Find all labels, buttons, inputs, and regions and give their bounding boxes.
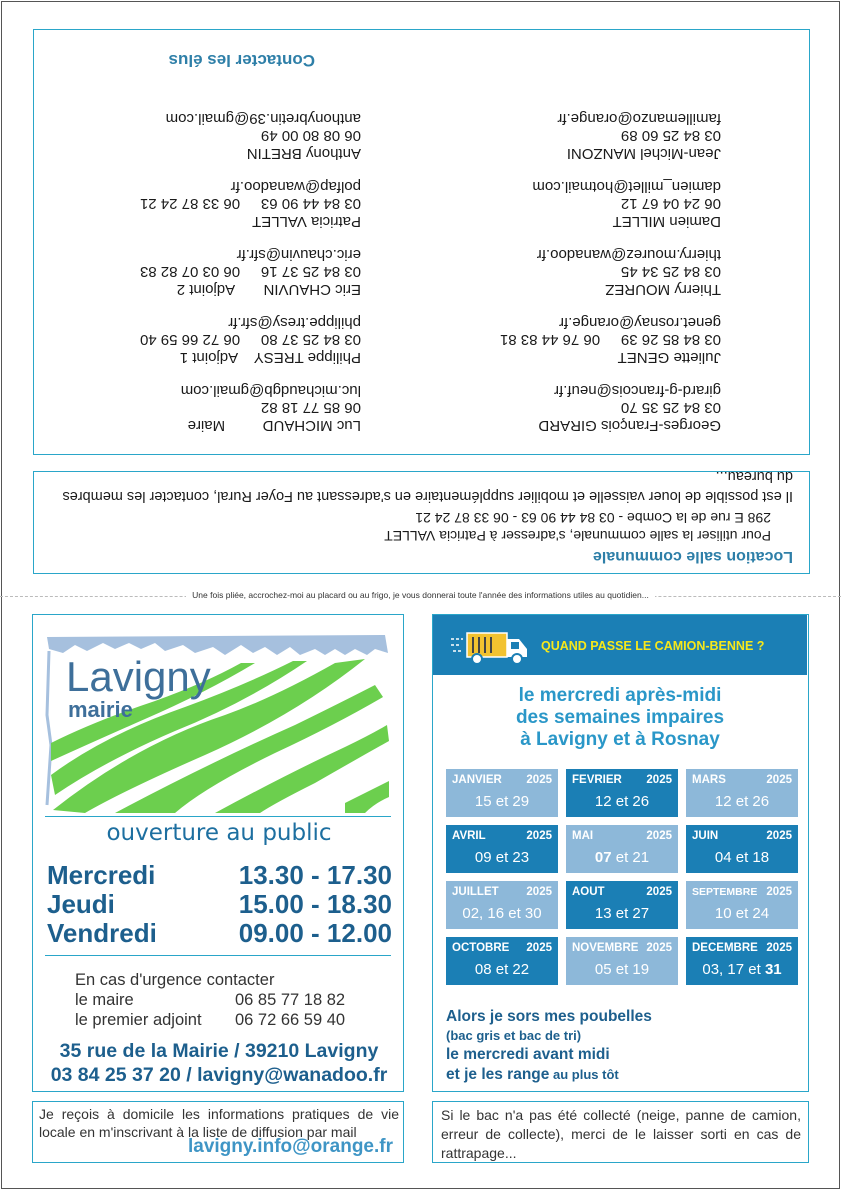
mairie-address (33, 1039, 405, 1087)
urgence-label: le premier adjoint (75, 1011, 202, 1029)
contact-entry (41, 298, 361, 366)
month-year: 2025 (766, 886, 792, 898)
instruction-line (446, 1065, 801, 1085)
contact-entry (391, 162, 721, 230)
subscribe-text: Je reçois à domicile les informations pratiques de vie locale en m'inscrivant à la liste de diffusion par mail (39, 1106, 399, 1140)
month-dates (566, 849, 678, 866)
instruction-line: (bac gris et bac de tri) (446, 1028, 582, 1043)
month-year: 2025 (526, 886, 552, 898)
contacts-panel (33, 29, 810, 455)
mairie-panel (32, 614, 404, 1092)
urgence-row (75, 1010, 375, 1030)
month-name: AOUT (572, 886, 605, 898)
contacts-title: Contacter les élus (168, 51, 315, 70)
month-year: 2025 (526, 942, 552, 954)
month-dates: 08 et 22 (474, 961, 530, 978)
contact-phone: 03 84 25 35 70 (620, 399, 721, 417)
month-cell (566, 881, 678, 929)
month-dates: 02, 16 et 30 (462, 905, 542, 922)
divider (45, 955, 391, 956)
urgence-phone: 06 72 66 59 40 (235, 1011, 346, 1029)
contact-phone: 06 08 80 00 49 (260, 127, 361, 145)
contact-email: anthonybretin.39@gmail.com (165, 110, 361, 127)
month-name: JUILLET (452, 886, 499, 898)
contact-name: Juliette GENET (617, 349, 721, 366)
contact-name: Jean-Michel MANZONI (566, 145, 721, 162)
location-title: Location salle communale (592, 548, 793, 565)
month-name: JANVIER (452, 774, 502, 786)
month-cell (686, 825, 798, 873)
contact-email: thierry.mourez@wanadoo.fr (536, 246, 721, 263)
contact-name: Luc MICHAUD Maire (187, 417, 361, 434)
truck-icon (451, 631, 531, 665)
camion-subtitle-line: le mercredi après-midi (518, 685, 722, 706)
location-line: Pour utiliser la salle communale, s'adresser à Patricia VALLET (384, 528, 771, 544)
month-date-rest: et 21 (611, 849, 650, 866)
instruction-part: au plus tôt (549, 1067, 619, 1082)
urgence-row (75, 990, 375, 1010)
month-name: MAI (572, 830, 594, 842)
urgence-phone: 06 85 77 18 82 (235, 991, 346, 1009)
hours-row (47, 919, 392, 948)
month-name: NOVEMBRE (572, 942, 639, 954)
logo-name: Lavigny (66, 653, 211, 700)
hours-time: 13.30 - 17.30 (238, 860, 392, 890)
contact-name: Eric CHAUVIN Adjoint 2 (176, 281, 361, 298)
urgence-title: En cas d'urgence contacter (75, 971, 275, 989)
contacts-right-column (41, 94, 361, 434)
hours-row (47, 890, 392, 919)
month-cell (446, 825, 558, 873)
urgence-contacts (75, 970, 375, 1030)
month-year: 2025 (646, 886, 672, 898)
camion-header-title: QUAND PASSE LE CAMION-BENNE ? (541, 639, 765, 653)
contact-phone: 06 85 77 18 82 (260, 399, 361, 417)
urgence-label: le maire (75, 991, 134, 1009)
contact-email: genet.rosnay@orange.fr (559, 314, 721, 331)
contact-name: Georges-François GIRARD (538, 417, 721, 434)
hours-day: Jeudi (47, 889, 115, 919)
month-dates: 10 et 24 (714, 905, 770, 922)
camion-instructions (446, 1007, 801, 1085)
logo-subtitle: mairie (68, 697, 133, 722)
month-date-bold: 31 (764, 961, 782, 978)
month-cell (446, 881, 558, 929)
camion-panel (432, 614, 809, 1092)
month-year: 2025 (526, 774, 552, 786)
month-name: DECEMBRE (692, 942, 758, 954)
note-panel (432, 1101, 809, 1163)
month-cell (566, 825, 678, 873)
month-cell (446, 937, 558, 985)
fold-caption-text: Une fois pliée, accrochez-moi au placard ou au frigo, je vous donnerai toute l'année des informations utiles au quotidien... (186, 590, 655, 600)
month-date-bold: 07 (594, 849, 612, 866)
contact-phone: 03 84 44 90 63 06 33 87 24 21 (139, 195, 361, 213)
month-year: 2025 (646, 774, 672, 786)
contact-entry (41, 366, 361, 434)
month-grid (446, 769, 798, 985)
month-cell (686, 881, 798, 929)
location-inner (34, 468, 809, 573)
month-year: 2025 (646, 942, 672, 954)
contact-entry (41, 162, 361, 230)
month-year: 2025 (766, 830, 792, 842)
camion-subtitle-line: à Lavigny et à Rosnay (520, 729, 720, 750)
month-name: FEVRIER (572, 774, 622, 786)
contact-name: Thierry MOUREZ (605, 281, 721, 298)
contact-email: philippe.tresy@sfr.fr (228, 314, 361, 331)
month-year: 2025 (766, 774, 792, 786)
instruction-part: et je les range (446, 1066, 550, 1083)
contact-entry (391, 230, 721, 298)
hours-day: Vendredi (47, 918, 157, 948)
location-note: Il est possible de louer vaisselle et mobilier supplémentaire en s'adressant au Foyer Rural, contacter les membres du bureau... (62, 468, 793, 504)
month-dates: 12 et 26 (594, 793, 650, 810)
contact-phone: 03 84 25 34 45 (620, 263, 721, 281)
opening-title: ouverture au public (106, 820, 332, 846)
month-cell (686, 937, 798, 985)
camion-subtitle-line: des semaines impaires (515, 707, 725, 728)
month-date-rest: 03, 17 et (702, 961, 765, 978)
month-name: OCTOBRE (452, 942, 510, 954)
contact-email: damien_millet@hotmail.com (532, 178, 721, 195)
note-text: Si le bac n'a pas été collecté (neige, panne de camion, erreur de collecte), merci de le laisser sorti en cas de rattrapage... (441, 1107, 801, 1161)
contact-email: girard-g-francois@neuf.fr (554, 382, 721, 399)
hours-time: 09.00 - 12.00 (238, 918, 392, 948)
contact-email: luc.michaudgb@gmail.com (180, 382, 361, 399)
month-name: SEPTEMBRE (692, 886, 758, 898)
location-line: 298 E rue de la Combe - 03 84 44 90 63 - 06 33 87 24 21 (415, 510, 771, 526)
month-cell (446, 769, 558, 817)
contact-email: famillemanzo@orange.fr (557, 110, 721, 127)
contact-phone: 03 84 85 26 39 06 76 44 83 81 (499, 331, 721, 349)
contacts-left-column (391, 94, 721, 434)
contact-name: Anthony BRETIN (246, 145, 361, 162)
contact-entry (391, 366, 721, 434)
month-dates: 04 et 18 (714, 849, 770, 866)
logo-text (66, 653, 211, 723)
month-name: MARS (692, 774, 726, 786)
month-dates: 12 et 26 (714, 793, 770, 810)
month-cell (566, 937, 678, 985)
location-panel (33, 468, 810, 574)
month-dates: 09 et 23 (474, 849, 530, 866)
subscribe-panel (32, 1101, 404, 1163)
month-year: 2025 (766, 942, 792, 954)
opening-hours (47, 861, 392, 948)
month-dates: 13 et 27 (594, 905, 650, 922)
hours-time: 15.00 - 18.30 (238, 889, 392, 919)
month-cell (566, 769, 678, 817)
month-year: 2025 (526, 830, 552, 842)
month-name: JUIN (692, 830, 719, 842)
contact-phone: 03 84 25 37 16 06 03 07 82 83 (139, 263, 361, 281)
month-dates (686, 961, 798, 978)
contact-phone: 03 84 25 60 89 (620, 127, 721, 145)
contact-name: Philippe TRESY Adjoint 1 (179, 349, 361, 366)
contact-entry (391, 94, 721, 162)
fold-caption (0, 590, 841, 600)
contact-entry (41, 94, 361, 162)
contacts-inner (34, 30, 809, 454)
month-cell (686, 769, 798, 817)
contact-entry (391, 298, 721, 366)
address-line: 35 rue de la Mairie / 39210 Lavigny (59, 1040, 379, 1062)
instruction-line: Alors je sors mes poubelles (446, 1008, 652, 1025)
divider (45, 816, 391, 817)
contact-phone: 03 84 25 37 80 06 72 66 59 40 (139, 331, 361, 349)
camion-header (433, 615, 807, 675)
contact-phone: 06 24 04 67 12 (620, 195, 721, 213)
month-dates: 05 et 19 (594, 961, 650, 978)
contact-name: Damien MILLET (612, 213, 721, 230)
month-year: 2025 (646, 830, 672, 842)
address-contact: 03 84 25 37 20 / lavigny@wanadoo.fr (50, 1064, 388, 1086)
contact-email: eric.chauvin@sfr.fr (236, 246, 361, 263)
instruction-line: le mercredi avant midi (446, 1046, 610, 1063)
hours-row (47, 861, 392, 890)
contact-entry (41, 230, 361, 298)
contact-email: polfap@wanadoo.fr (230, 178, 361, 195)
hours-day: Mercredi (47, 860, 156, 890)
subscribe-email[interactable]: lavigny.info@orange.fr (187, 1136, 393, 1157)
camion-subtitle (433, 685, 807, 751)
mairie-logo (45, 625, 393, 815)
month-dates: 15 et 29 (474, 793, 530, 810)
month-name: AVRIL (452, 830, 486, 842)
contact-name: Patricia VALLET (252, 213, 361, 230)
